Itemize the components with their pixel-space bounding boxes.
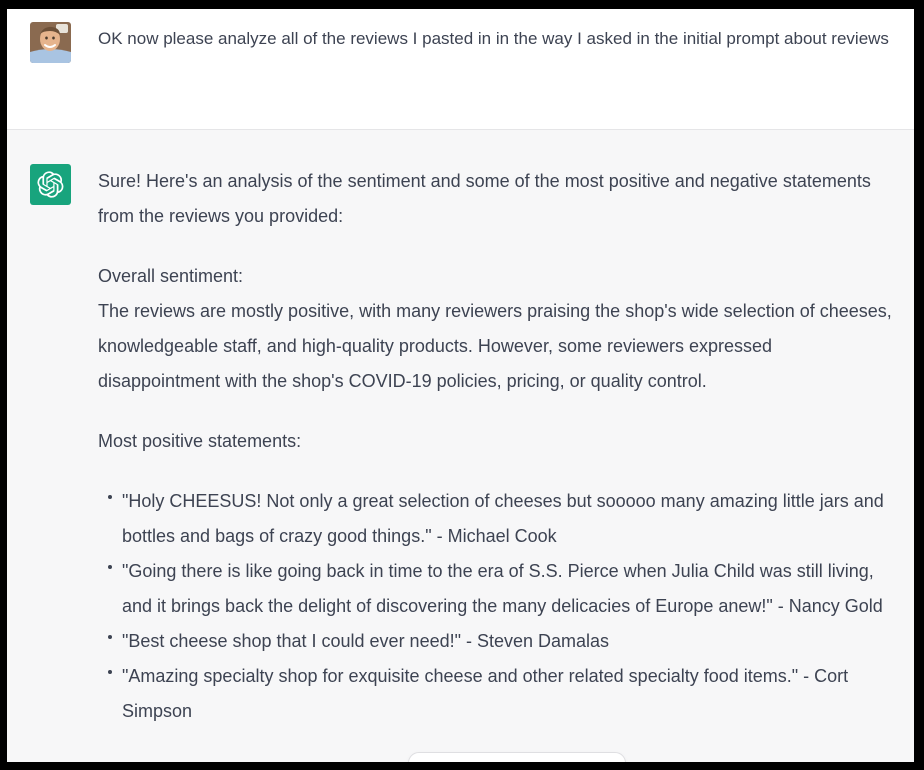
overall-sentiment-label: Overall sentiment:: [98, 266, 244, 286]
user-message-row: [7, 9, 914, 129]
overall-sentiment-text: The reviews are mostly positive, with many reviewers praising the shop's wide selection of cheeses, knowledgeable staff, and high-quality products. However, some reviewers expressed disappointment with the shop's COVID-19 policies, pricing, or quality control.: [98, 301, 892, 391]
positive-statements-heading: Most positive statements:: [98, 431, 302, 451]
user-message-text: OK now please analyze all of the reviews I pasted in in the way I asked in the initial prompt about reviews: [98, 29, 889, 48]
openai-logo-icon: [37, 171, 64, 198]
list-item: "Going there is like going back in time to the era of S.S. Pierce when Julia Child was still living, and it brings back the delight of discovering the many delicacies of Europe anew!" - Nancy Gold: [122, 554, 896, 624]
assistant-message-text: [98, 164, 896, 762]
chat-window: [7, 9, 914, 762]
assistant-avatar: [30, 164, 71, 205]
assistant-intro: Sure! Here's an analysis of the sentiment and some of the most positive and negative statements from the reviews you provided:: [98, 171, 871, 226]
overall-sentiment-paragraph: [98, 259, 896, 399]
regenerate-response-button[interactable]: [408, 752, 626, 762]
positive-statements-list: [98, 484, 896, 729]
list-item: "Best cheese shop that I could ever need!" - Steven Damalas: [122, 624, 896, 659]
list-item: "Holy CHEESUS! Not only a great selection of cheeses but sooooo many amazing little jars and bottles and bags of crazy good things." - Michael Cook: [122, 484, 896, 554]
list-item: "Amazing specialty shop for exquisite cheese and other related specialty food items." - Cort Simpson: [122, 659, 896, 729]
assistant-message-row: [7, 129, 914, 762]
user-photo-avatar: [30, 22, 71, 63]
user-avatar: [30, 22, 71, 63]
